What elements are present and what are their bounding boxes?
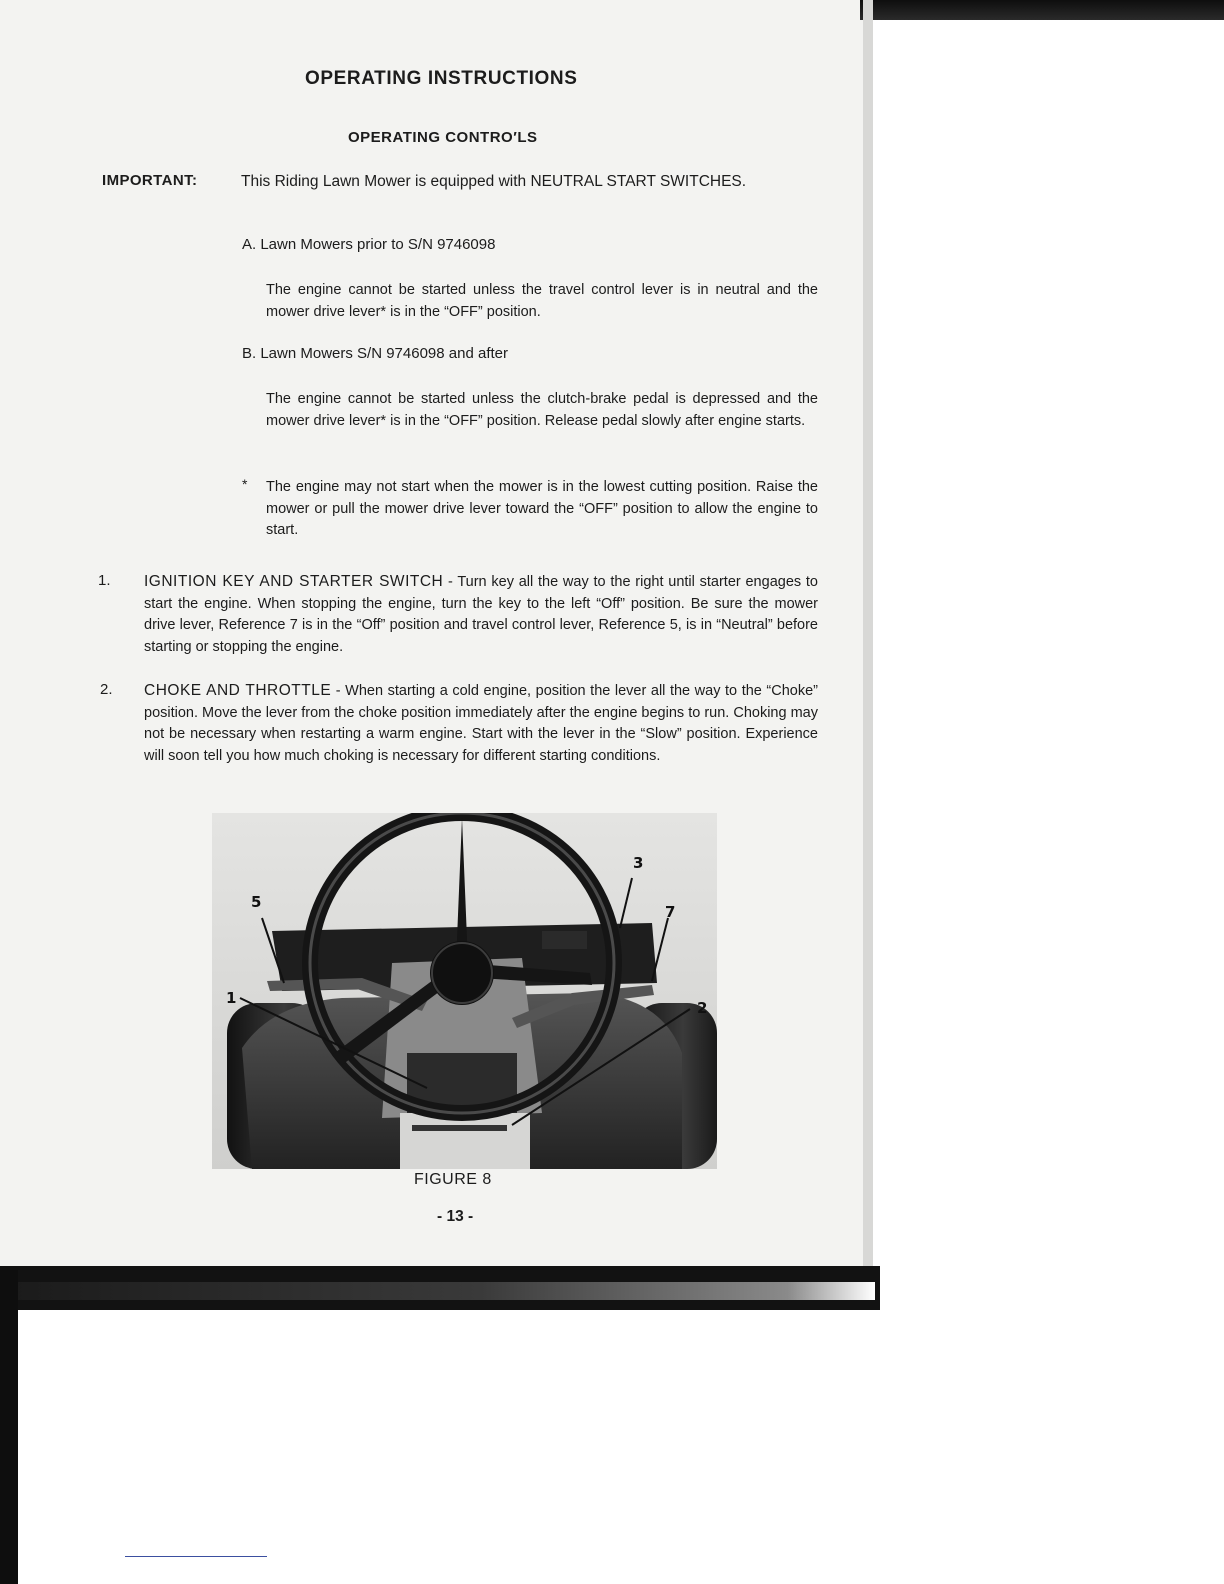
- figure-caption: FIGURE 8: [414, 1171, 492, 1188]
- scan-artifact-line: [125, 1556, 267, 1557]
- item-2-text: - When starting a cold engine, position the lever all the way to the “Choke” position. Move the lever from the choke position immediately after the engine begins to run. Choking may not be necessary when restarting a warm engine. Start with the lever in the “Slow” position. Experience will soon tell you how much choking is necessary for different starting conditions.: [144, 683, 818, 764]
- item-1-body: [144, 571, 818, 658]
- page-edge: [863, 0, 873, 1275]
- callout-2: 2: [697, 999, 708, 1017]
- lever-knob-3: [542, 931, 587, 949]
- item-2-number: 2.: [100, 681, 113, 698]
- item-1-number: 1.: [98, 572, 111, 589]
- footnote-text: The engine may not start when the mower is in the lowest cutting position. Raise the mower or pull the mower drive lever toward the “OFF” position to allow the engine to start.: [266, 479, 818, 538]
- item-1-heading: IGNITION KEY AND STARTER SWITCH: [144, 573, 444, 590]
- scan-shadow-top: [860, 0, 1224, 20]
- page-title: OPERATING INSTRUCTIONS: [305, 68, 578, 89]
- page-number: - 13 -: [437, 1208, 474, 1225]
- decal-strip: [412, 1125, 507, 1131]
- figure-8-photo: [212, 813, 717, 1169]
- item-2-heading: CHOKE AND THROTTLE: [144, 682, 332, 699]
- footnote-mark: *: [242, 476, 248, 492]
- section-b-body: The engine cannot be started unless the clutch-brake pedal is depressed and the mower drive lever* is in the “OFF” position. Release pedal slowly after engine starts.: [266, 391, 818, 429]
- section-title: OPERATING CONTRO′LS: [348, 129, 538, 146]
- item-2-body: [144, 680, 818, 767]
- scan-shadow-fade: [0, 1282, 875, 1300]
- item-1-text: - Turn key all the way to the right until starter engages to start the engine. When stopping the engine, turn the key to the left “Off” position. Be sure the mower drive lever, Reference 7 is in the “Off” position and travel control lever, Reference 5, is in “Neutral” before starting or stopping the engine.: [144, 574, 818, 655]
- section-a-body: The engine cannot be started unless the travel control lever is in neutral and the mower drive lever* is in the “OFF” position.: [266, 282, 818, 320]
- steering-hub: [430, 941, 494, 1005]
- scan-shadow-left: [0, 1270, 18, 1584]
- callout-3: 3: [633, 854, 644, 872]
- callout-1: 1: [226, 989, 237, 1007]
- important-label: IMPORTANT:: [102, 172, 198, 189]
- callout-7: 7: [665, 903, 676, 921]
- section-b-heading: B. Lawn Mowers S/N 9746098 and after: [242, 345, 508, 362]
- section-a-heading: A. Lawn Mowers prior to S/N 9746098: [242, 236, 496, 253]
- callout-5: 5: [251, 893, 262, 911]
- footplate: [400, 1113, 530, 1169]
- important-text: This Riding Lawn Mower is equipped with NEUTRAL START SWITCHES.: [241, 173, 747, 190]
